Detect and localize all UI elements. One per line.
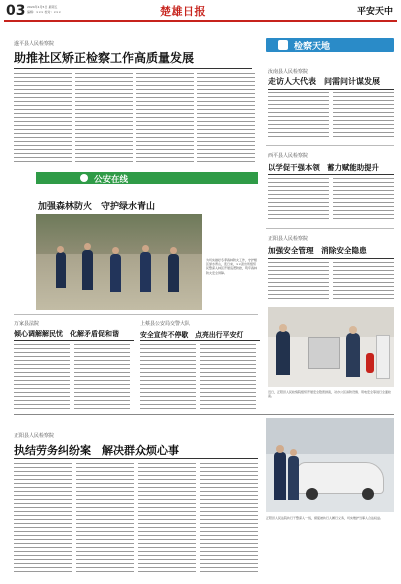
police-banner — [36, 172, 258, 184]
bottom-col-4 — [200, 463, 258, 575]
lead-rule — [14, 68, 252, 69]
bottom-headline: 执结劳务纠纷案 解决群众烦心事 — [14, 444, 179, 457]
lead-col-3 — [136, 73, 194, 165]
forest-patrol-photo — [36, 214, 202, 310]
right1-kicker: 汝南县人民检察院 — [268, 69, 309, 75]
mid1-kicker: 万家县法院 — [14, 321, 40, 327]
masthead-logo: 楚雄日报 — [160, 5, 206, 18]
mid1-col-1 — [14, 344, 70, 410]
police-banner-label: 公安在线 — [94, 174, 129, 185]
date-line: 2024年1月5日 星期五 — [27, 5, 58, 9]
lead-col-2 — [75, 73, 133, 165]
right1-col-2 — [333, 92, 394, 140]
lead-col-1 — [14, 73, 72, 165]
right1-headline: 走访人大代表 问需问计谋发展 — [268, 77, 380, 86]
page-number: 03 — [6, 3, 26, 19]
right-divider-1 — [266, 145, 394, 146]
bottom-col-2 — [76, 463, 134, 575]
mid1-headline: 倾心调解解民忧 化解矛盾促和谐 — [14, 330, 119, 338]
forest-patrol-caption: 为切实做好冬季森林防火工作，守护辖区绿水青山，连日来，××派出所组织民警深入林区开展巡逻防控，筑牢森林防火安全屏障。 — [206, 258, 258, 275]
bottom-col-1 — [14, 463, 72, 575]
bottom-top-rule — [14, 414, 394, 415]
right2-kicker: 西平县人民检察院 — [268, 153, 309, 159]
inspection-photo — [268, 307, 394, 387]
mid1-col-2 — [74, 344, 130, 410]
right2-headline: 以学促干强本领 蓄力赋能助提升 — [268, 163, 379, 172]
right3-rule — [268, 258, 394, 259]
lead-headline: 助推社区矫正检察工作高质量发展 — [14, 51, 195, 65]
mid2-col-1 — [140, 344, 196, 410]
lead-kicker: 遂平县人民检察院 — [14, 41, 55, 47]
enforcement-photo-caption: 正阳县人民法院执行干警深入一线，督促被执行人履行义务，切实维护当事人合法权益。 — [266, 516, 384, 520]
mid1-rule — [14, 340, 134, 341]
lead-col-4 — [197, 73, 255, 165]
police-headline: 加强森林防火 守护绿水青山 — [38, 202, 156, 212]
right2-rule — [268, 174, 394, 175]
mid2-rule — [140, 340, 260, 341]
mid-divider — [14, 314, 258, 315]
bottom-kicker: 正阳县人民检察院 — [14, 433, 55, 439]
mid2-col-2 — [200, 344, 256, 410]
mid2-kicker: 上蔡县公安局交警大队 — [140, 321, 191, 327]
right3-col-1 — [268, 262, 329, 302]
right-divider-2 — [266, 228, 394, 229]
right2-col-1 — [268, 178, 329, 222]
right2-col-2 — [333, 178, 394, 222]
header-rule — [4, 20, 397, 22]
police-banner-icon — [80, 174, 88, 182]
bottom-rule — [14, 458, 258, 459]
section-title: 平安天中 — [356, 7, 393, 17]
inspection-photo-caption: 近日，正阳县人民检察院组织开展安全隐患排查，对办公区消防设施、用电安全等进行全面检查。 — [268, 390, 392, 399]
banner-badge-icon — [278, 40, 288, 50]
mid2-headline: 安全宣传不停歇 点亮出行平安灯 — [140, 331, 244, 339]
banner-label: 检察天地 — [294, 42, 331, 52]
right3-headline: 加强安全管理 消除安全隐患 — [268, 246, 367, 255]
enforcement-photo — [266, 418, 394, 512]
right3-kicker: 正阳县人民检察院 — [268, 236, 309, 242]
bottom-col-3 — [138, 463, 196, 575]
right1-rule — [268, 89, 394, 90]
right1-col-1 — [268, 92, 329, 140]
right3-col-2 — [333, 262, 394, 302]
editor-line: 编辑：××× 校对：××× — [27, 10, 62, 14]
column-banner — [266, 38, 394, 52]
